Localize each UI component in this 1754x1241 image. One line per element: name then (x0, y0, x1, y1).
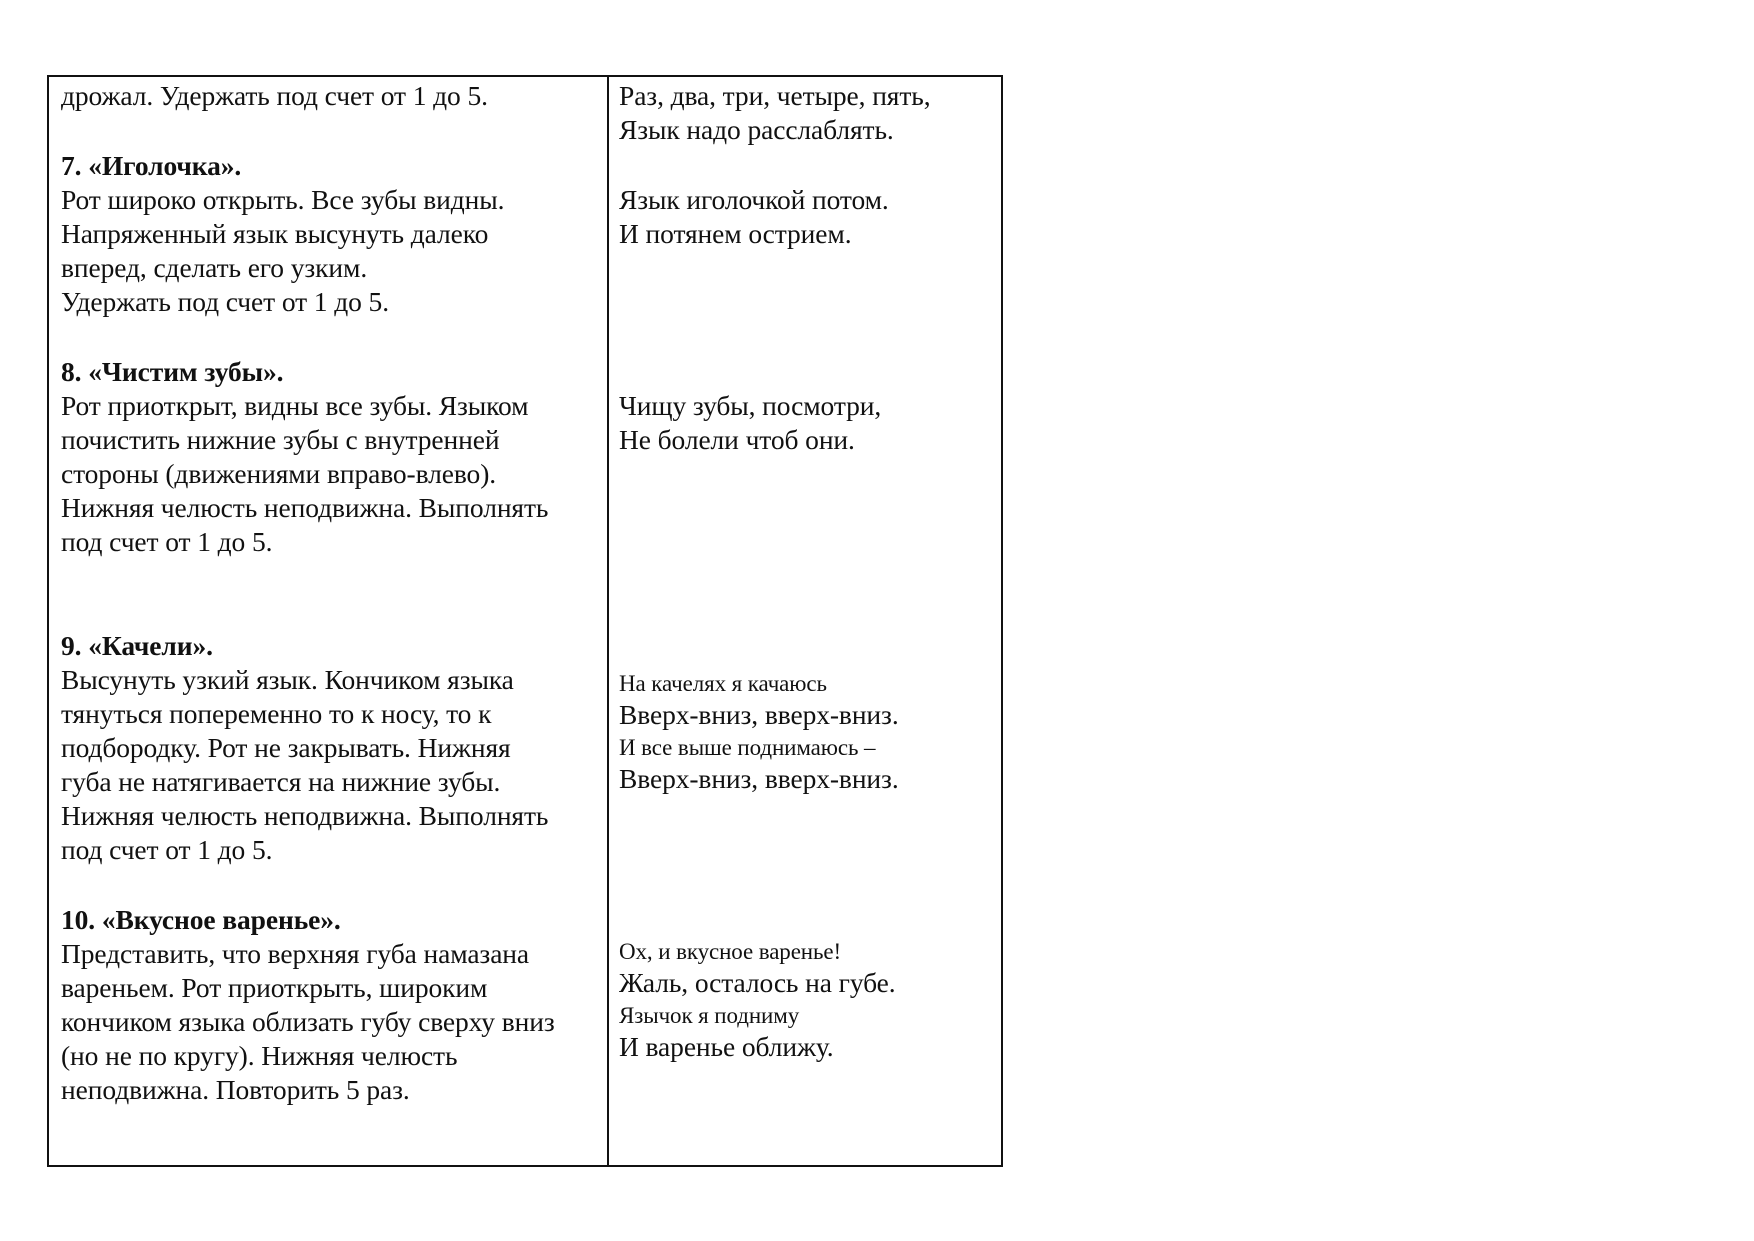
verse-line: Не болели чтоб они. (619, 424, 855, 455)
exercise-line: подбородку. Рот не закрывать. Нижняя (61, 732, 511, 763)
verse-line: И потянем острием. (619, 218, 852, 249)
verse-line: Раз, два, три, четыре, пять, (619, 80, 931, 111)
verse-line: Язычок я подниму (619, 1003, 800, 1028)
exercise-line: Рот приоткрыт, видны все зубы. Языком (61, 390, 529, 421)
column-divider (607, 77, 609, 1165)
exercise-title: 7. «Иголочка». (61, 150, 242, 181)
exercise-line: вареньем. Рот приоткрыть, широким (61, 972, 488, 1003)
verse-line: Чищу зубы, посмотри, (619, 390, 882, 421)
exercise-line: губа не натягивается на нижние зубы. (61, 766, 501, 797)
exercise-line: Высунуть узкий язык. Кончиком языка (61, 664, 514, 695)
exercise-line: стороны (движениями вправо-влево). (61, 458, 497, 489)
exercise-line: кончиком языка облизать губу сверху вниз (61, 1006, 555, 1037)
verse-line: Жаль, осталось на губе. (619, 967, 896, 998)
exercise-line: неподвижна. Повторить 5 раз. (61, 1074, 410, 1105)
exercise-line: под счет от 1 до 5. (61, 526, 273, 557)
exercise-line: почистить нижние зубы с внутренней (61, 424, 500, 455)
exercise-line: вперед, сделать его узким. (61, 252, 368, 283)
verse-line: Вверх-вниз, вверх-вниз. (619, 763, 899, 794)
verse-line: На качелях я качаюсь (619, 671, 827, 696)
exercise-line: под счет от 1 до 5. (61, 834, 273, 865)
exercise-line: Нижняя челюсть неподвижна. Выполнять (61, 492, 549, 523)
verse-line: Вверх-вниз, вверх-вниз. (619, 699, 899, 730)
exercise-title: 8. «Чистим зубы». (61, 356, 284, 387)
exercise-line: Удержать под счет от 1 до 5. (61, 286, 389, 317)
intro-line: дрожал. Удержать под счет от 1 до 5. (61, 80, 488, 111)
exercise-line: (но не по кругу). Нижняя челюсть (61, 1040, 458, 1071)
exercise-table (47, 75, 1003, 1167)
verse-line: Ох, и вкусное варенье! (619, 939, 842, 964)
exercise-line: Рот широко открыть. Все зубы видны. (61, 184, 505, 215)
exercise-title: 9. «Качели». (61, 630, 213, 661)
exercise-line: Напряженный язык высунуть далеко (61, 218, 489, 249)
verse-line: И все выше поднимаюсь – (619, 735, 876, 760)
exercise-title: 10. «Вкусное варенье». (61, 904, 341, 935)
exercise-line: Представить, что верхняя губа намазана (61, 938, 530, 969)
exercise-line: тянуться попеременно то к носу, то к (61, 698, 492, 729)
verse-line: Язык иголочкой потом. (619, 184, 889, 215)
verse-line: И варенье оближу. (619, 1031, 834, 1062)
exercise-line: Нижняя челюсть неподвижна. Выполнять (61, 800, 549, 831)
verse-line: Язык надо расслаблять. (619, 114, 894, 145)
